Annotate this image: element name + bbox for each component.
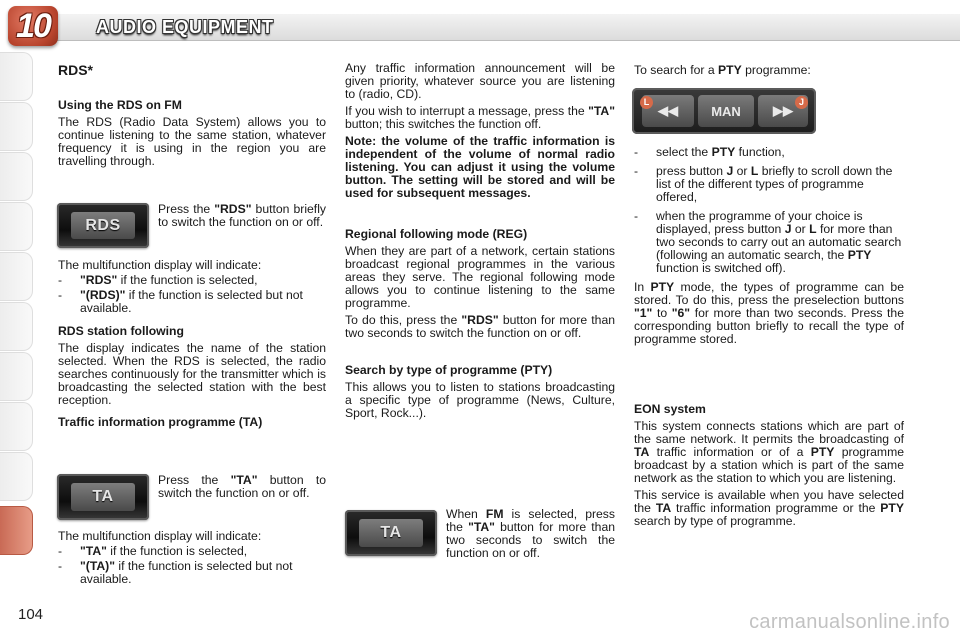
column-3 (634, 146, 904, 532)
key-label: PTY (880, 501, 904, 515)
key-label: PTY (711, 145, 736, 159)
side-tabs (0, 48, 46, 608)
text: function, (735, 145, 785, 159)
key-label: "RDS" (80, 273, 118, 287)
text: programme: (741, 63, 811, 77)
text: traffic information programme or the (671, 501, 881, 515)
column-3-top (634, 64, 904, 81)
text: is selected, press the (446, 507, 615, 534)
radio-control-panel (632, 88, 816, 134)
text: if the function is selected but not available. (80, 559, 293, 586)
text: To do this, press the (345, 313, 462, 327)
subheading: EON system (634, 402, 706, 416)
paragraph (634, 420, 904, 485)
paragraph: The RDS (Radio Data System) allows you to continue listening to the same station, whatever frequency it is using in the region you are travelling through. (58, 115, 326, 168)
paragraph: Any traffic information announcement will be given priority, whatever source you are listening to (radio, CD). (345, 61, 615, 101)
key-label: "TA" (230, 473, 258, 487)
text: To search for a (634, 63, 718, 77)
side-tab[interactable] (0, 152, 33, 201)
subheading: Search by type of programme (PTY) (345, 363, 553, 377)
rds-button-face: RDS (71, 212, 135, 239)
text: button briefly to switch the function on or off. (158, 202, 326, 229)
key-label: J (726, 164, 734, 178)
ta-button-face: TA (359, 519, 423, 547)
text: or (733, 164, 751, 178)
rds-press-text (158, 203, 326, 229)
chapter-number: 10 (16, 7, 50, 45)
text: Press the (158, 202, 215, 216)
text: when the programme of your choice is displayed, press button (656, 209, 863, 236)
pty-steps-list (634, 146, 904, 275)
column-1-lower (58, 259, 326, 433)
text: to (652, 306, 672, 320)
key-label: "RDS" (214, 202, 252, 216)
key-label: PTY (718, 63, 742, 77)
text: select the (656, 145, 712, 159)
ta-button-image (57, 474, 149, 520)
key-label: "TA" (588, 104, 615, 118)
man-button-image (698, 95, 754, 127)
fm-ta-text (446, 508, 615, 560)
text: if the function is selected, (117, 273, 258, 287)
text: briefly to scroll down the list of the different types of programme offered, (656, 164, 893, 204)
key-label: "(TA)" (80, 559, 116, 573)
dash: - (58, 544, 63, 558)
text: This service is available when you have selected the (634, 488, 904, 515)
list-item (634, 165, 904, 204)
page-number: 104 (18, 606, 44, 623)
text: If you wish to interrupt a message, press the (345, 104, 589, 118)
paragraph (634, 64, 904, 77)
rds-button-image (57, 203, 149, 248)
key-label: FM (485, 507, 504, 521)
dash: - (634, 164, 639, 178)
subheading: Regional following mode (REG) (345, 227, 528, 241)
key-label: "TA" (80, 544, 107, 558)
text: if the function is selected but not available. (80, 288, 303, 315)
side-tab[interactable] (0, 252, 33, 301)
forward-icon: ▶▶ (773, 103, 793, 118)
key-label: TA (655, 501, 672, 515)
list-item (634, 210, 904, 275)
key-label: L (750, 164, 759, 178)
column-1-bottom (58, 530, 326, 588)
key-label: J (784, 222, 792, 236)
key-label: "RDS" (461, 313, 499, 327)
key-label: "(RDS)" (80, 288, 126, 302)
list-item (58, 560, 326, 586)
ta-press-text (158, 474, 326, 500)
section-heading: RDS* (58, 62, 94, 78)
text: for more than two seconds. Press the corresponding button briefly to recall the type of programme stored. (634, 306, 904, 346)
paragraph: This allows you to listen to stations broadcasting a specific type of programme (News, Culture, Sport, Rock...). (345, 380, 615, 420)
text: press button (656, 164, 727, 178)
side-tab[interactable] (0, 52, 33, 101)
key-label: PTY (847, 248, 872, 262)
side-tab[interactable] (0, 202, 33, 251)
side-tab[interactable] (0, 402, 33, 451)
paragraph (345, 314, 615, 340)
text: function is switched off). (656, 261, 786, 275)
dash: - (634, 145, 639, 159)
paragraph: The multifunction display will indicate: (58, 529, 262, 543)
dash: - (58, 288, 63, 302)
text: programme broadcast by a station which is part of the same network as the station to which you are listening. (634, 445, 905, 485)
paragraph: The multifunction display will indicate: (58, 258, 262, 272)
side-tab[interactable] (0, 352, 33, 401)
text: search by type of programme. (634, 514, 796, 528)
page-title: AUDIO EQUIPMENT (96, 17, 274, 37)
dash: - (58, 559, 63, 573)
text: This system connects stations which are part of the same network. It permits the broadcasting of (634, 419, 904, 446)
dash: - (634, 209, 639, 223)
column-1 (58, 64, 326, 172)
list-item (58, 545, 326, 558)
paragraph: When they are part of a network, certain stations broadcast regional programmes in the various areas they serve. The regional following mode allows you to continue listening to the same programme. (345, 244, 615, 310)
key-label: "6" (671, 306, 691, 320)
key-label: "1" (634, 306, 653, 320)
key-label: PTY (810, 445, 835, 459)
subheading: Using the RDS on FM (58, 98, 182, 112)
key-label: "TA" (468, 520, 495, 534)
key-label: PTY (650, 280, 675, 294)
text: button; this switches the function off. (345, 117, 542, 131)
side-tab-active[interactable] (0, 506, 33, 555)
column-2 (345, 62, 615, 424)
ta-button-face: TA (71, 483, 135, 511)
subheading: RDS station following (58, 324, 184, 338)
subheading: Traffic information programme (TA) (58, 415, 263, 429)
rewind-icon: ◀◀ (658, 103, 678, 118)
text: In (634, 280, 651, 294)
text: When (446, 507, 486, 521)
key-marker-l: L (640, 96, 653, 109)
paragraph (345, 105, 615, 131)
watermark: carmanualsonline.info (749, 611, 950, 633)
text: button to switch the function on or off. (158, 473, 327, 500)
key-label: L (809, 222, 817, 236)
paragraph: The display indicates the name of the station selected. When the RDS is selected, the radio searches continuously for the transmitter which is broadcasting the selected station with the best reception. (58, 341, 326, 407)
key-marker-j: J (795, 96, 808, 109)
text: if the function is selected, (106, 544, 248, 558)
note: Note: the volume of the traffic information is independent of the volume of normal radio listening. You can adjust it using the volume button. The setting will be stored and will be used for subsequent messages. (345, 134, 615, 200)
man-label: MAN (711, 103, 741, 119)
text: button for more than two seconds to switch the function on or off. (345, 313, 615, 340)
paragraph (634, 281, 904, 346)
side-tab[interactable] (0, 102, 33, 151)
paragraph (634, 489, 904, 528)
text: button for more than two seconds to switch the function on or off. (446, 520, 615, 560)
text: Press the (158, 473, 231, 487)
key-label: TA (634, 445, 650, 459)
text: for more than two seconds to carry out an automatic search (following an automatic search, the (656, 222, 902, 262)
list-item (634, 146, 904, 159)
chapter-badge (8, 6, 58, 46)
page-header (0, 0, 960, 48)
list-item (58, 289, 326, 315)
side-tab[interactable] (0, 302, 33, 351)
text: mode, the types of programme can be stored. To do this, press the preselection buttons (634, 280, 904, 307)
dash: - (58, 273, 63, 287)
text: traffic information or of a (649, 445, 811, 459)
ta-button-image-2 (345, 510, 437, 556)
text: or (791, 222, 810, 236)
list-item (58, 274, 326, 287)
side-tab[interactable] (0, 452, 33, 501)
